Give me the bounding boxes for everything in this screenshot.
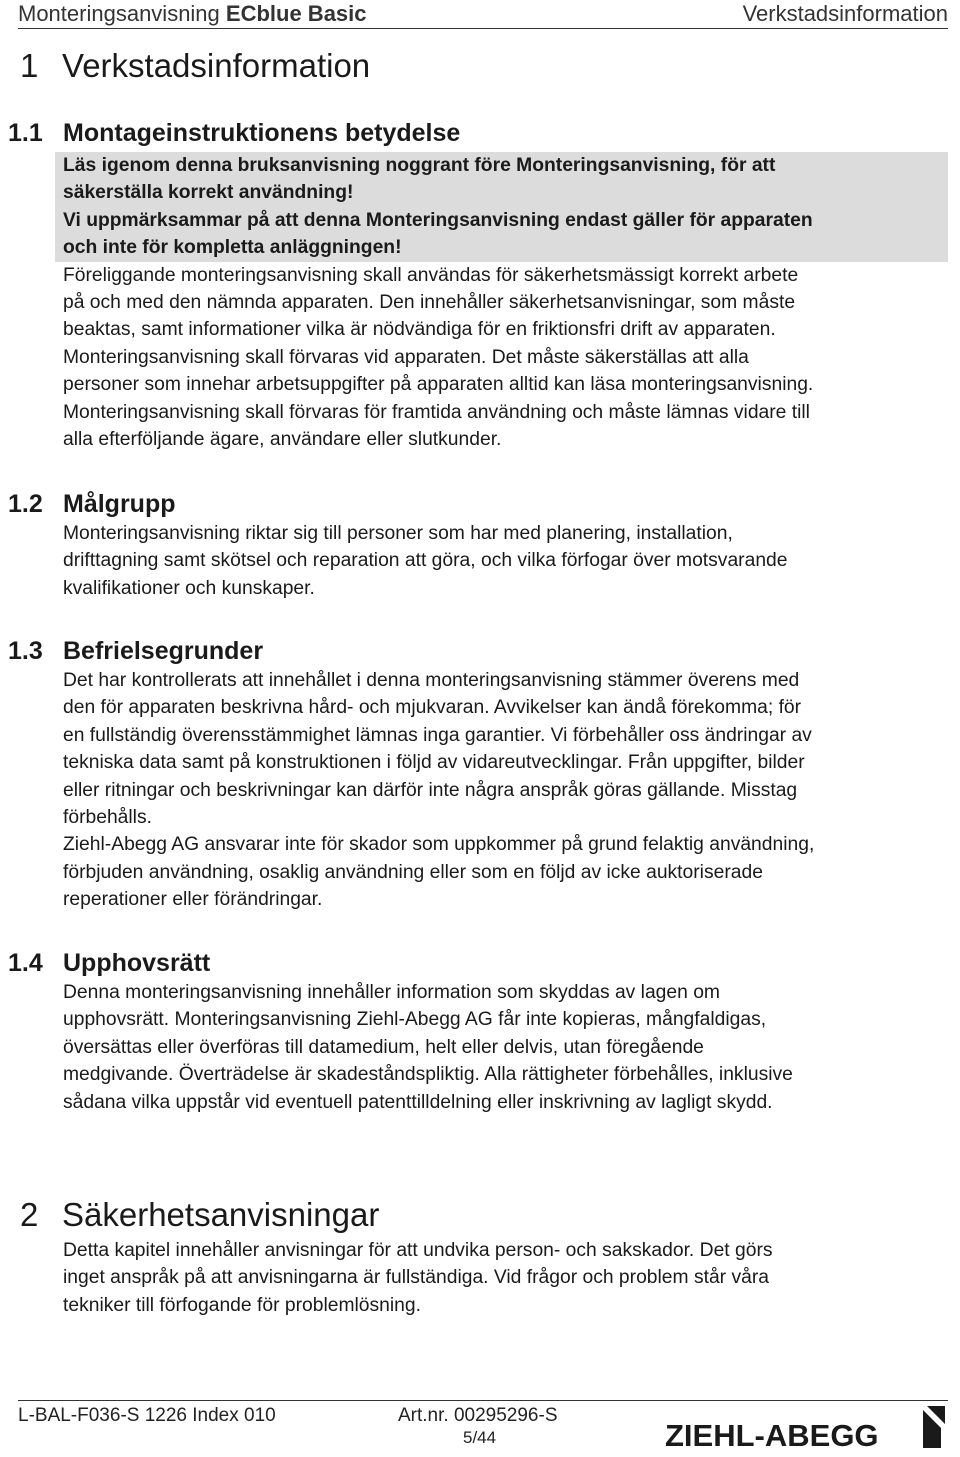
section-number: 1.3 [8,637,43,665]
page-header [0,0,960,30]
body-line: eller ritningar och beskrivningar kan därför inte några anspråk göras gällande. Misstag [63,779,798,801]
section-number: 1.4 [8,949,43,977]
body-line: Föreliggande monteringsanvisning skall användas för säkerhetsmässigt korrekt arbete [63,264,799,286]
footer-art-number: Art.nr. 00295296-S [398,1405,558,1426]
chapter-1-heading [20,46,370,86]
section-title: Upphovsrätt [63,949,211,977]
chapter-2-heading [20,1195,379,1235]
body-line: Monteringsanvisning skall förvaras vid apparaten. Det måste säkerställas att alla [63,346,749,368]
section-1-3-heading [8,636,263,666]
chapter-title: Verkstadsinformation [62,47,371,84]
header-divider [18,28,948,29]
body-line: beaktas, samt informationer vilka är nödvändiga för en friktionsfri drift av apparaten. [63,319,776,341]
body-line: säkerställa korrekt användning! [63,182,354,204]
body-line: den för apparaten beskrivna hård- och mjukvaran. Avvikelser kan ändå förekomma; för [63,697,802,719]
body-line: reperationer eller förändringar. [63,889,323,911]
body-line: Monteringsanvisning skall förvaras för framtida användning och måste lämnas vidare till [63,401,810,423]
section-1-1-heading [8,118,460,148]
body-line: förbehålls. [63,807,152,829]
chapter-number: 2 [20,1196,39,1233]
logo-wordmark: ZIEHL-ABEGG [665,1418,879,1452]
footer-page-number: 5/44 [463,1428,497,1447]
body-line: förbjuden användning, osaklig användning eller som en följd av icke auktoriserade [63,861,763,883]
chapter-2-body [63,1237,948,1319]
body-line: Ziehl-Abegg AG ansvarar inte för skador som uppkommer på grund felaktig användning, [63,834,815,856]
section-number: 1.2 [8,490,43,518]
body-line: medgivande. Överträdelse är skadeståndspliktig. Alla rättigheter förbehålles, inklusive [63,1064,793,1086]
footer-divider [18,1400,948,1401]
body-line: alla efterföljande ägare, användare eller slutkunder. [63,429,502,451]
body-line: drifttagning samt skötsel och reparation att göra, och vilka förfogar över motsvarande [63,550,788,572]
body-line: Läs igenom denna bruksanvisning noggrant före Monteringsanvisning, för att [63,155,776,176]
body-line: tekniker till förfogande för problemlösning. [63,1294,421,1316]
section-1-2-body [63,520,948,602]
body-line: en fullständig överensstämmighet lämnas inga garantier. Vi förbehåller oss ändringar av [63,724,812,746]
doc-title-prefix: Monteringsanvisning [18,1,220,26]
body-line: tekniska data samt på konstruktionen i följd av vidareutvecklingar. Från uppgifter, bilder [63,752,805,774]
body-line: sådana vilka uppstår vid eventuell patenttilldelning eller inskrivning av lagligt skydd. [63,1091,773,1113]
section-1-4-body [63,979,948,1116]
body-line: kvalifikationer och kunskaper. [63,577,315,599]
body-line: översättas eller överföras till datamedium, helt eller delvis, utan föregående [63,1036,704,1058]
body-line: upphovsrätt. Monteringsanvisning Ziehl-Abegg AG får inte kopieras, mångfaldigas, [63,1009,767,1031]
section-1-4-heading [8,948,210,978]
body-line: inget anspråk på att anvisningarna är fullständiga. Vid frågor och problem står våra [63,1267,769,1289]
section-1-1-body [63,152,948,453]
logo-icon [665,1402,947,1452]
header-section: Verkstadsinformation [742,1,948,26]
chapter-title: Säkerhetsanvisningar [62,1196,380,1233]
body-line: Detta kapitel innehåller anvisningar för att undvika person- och sakskador. Det görs [63,1240,773,1261]
section-1-3-body [63,667,948,914]
section-title: Befrielsegrunder [63,637,264,665]
body-line: Monteringsanvisning riktar sig till personer som har med planering, installation, [63,523,733,544]
footer-doc-number: L-BAL-F036-S 1226 Index 010 [18,1405,276,1426]
body-line: Denna monteringsanvisning innehåller information som skyddas av lagen om [63,982,720,1003]
body-line: Det har kontrollerats att innehållet i denna monteringsanvisning stämmer överens med [63,670,800,691]
body-line: Vi uppmärksammar på att denna Monteringsanvisning endast gäller för apparaten [63,209,813,231]
body-line: på och med den nämnda apparaten. Den innehåller säkerhetsanvisningar, som måste [63,292,796,314]
body-line: och inte för kompletta anläggningen! [63,237,402,259]
section-1-2-heading [8,489,176,519]
ziehl-abegg-logo [665,1402,947,1452]
doc-title [18,0,367,28]
body-line: personer som innehar arbetsuppgifter på apparaten alltid kan läsa monteringsanvisning. [63,374,814,396]
section-title: Montageinstruktionens betydelse [63,119,461,147]
chapter-number: 1 [20,47,39,84]
section-title: Målgrupp [63,490,176,518]
doc-title-product: ECblue Basic [225,1,367,26]
section-number: 1.1 [8,119,43,147]
